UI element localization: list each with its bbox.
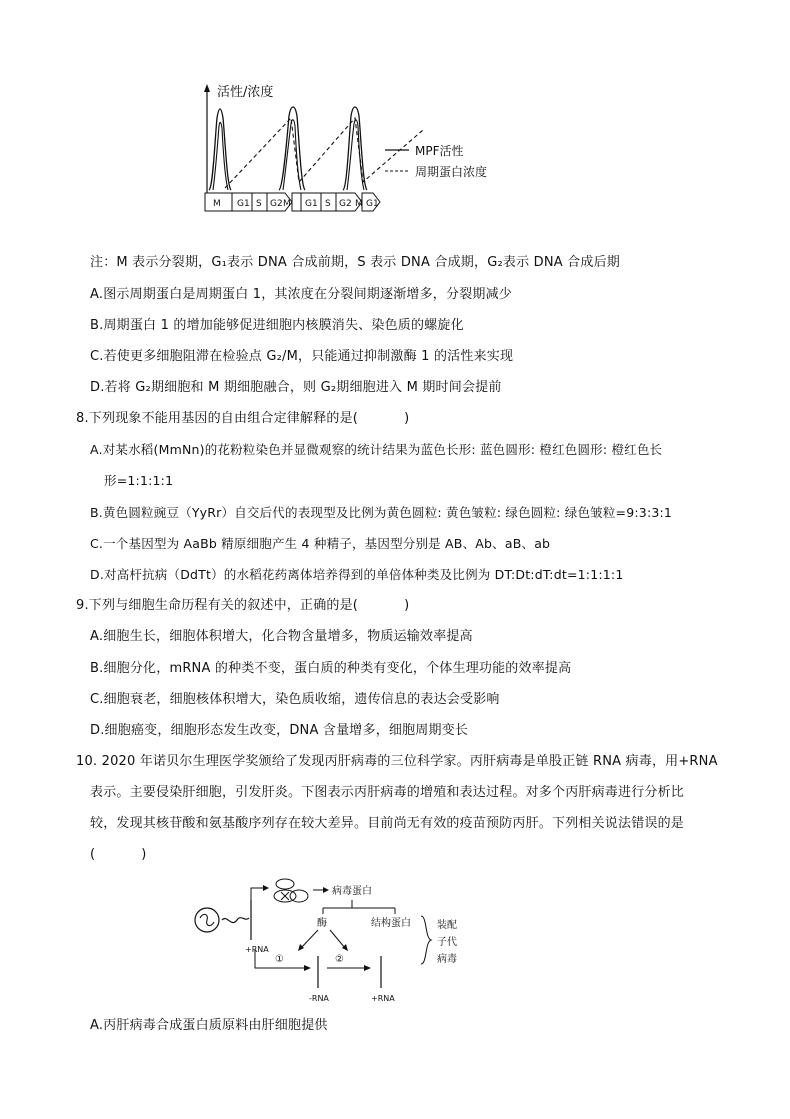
phase-label: S (325, 199, 331, 209)
q9-option-a: A.细胞生长，细胞体积增大，化合物含量增多，物质运输效率提高 (90, 629, 473, 644)
plus-rna-label-2: +RNA (371, 994, 395, 1003)
structural-protein-label: 结构蛋白 (371, 918, 411, 929)
q10-answer-paren: ( ) (90, 847, 147, 862)
q9-stem: 9.下列与细胞生命历程有关的叙述中，正确的是( ) (76, 598, 410, 613)
q8-option-d: D.对高杆抗病（DdTt）的水稻花药离体培养得到的单倍体种类及比例为 DT:Dt:dT:dt=1:1:1:1 (90, 567, 624, 582)
ribosome-icon (274, 879, 308, 902)
phase-label: G2 (339, 199, 352, 209)
step-2-label: ② (335, 954, 344, 965)
plus-rna-label: +RNA (245, 945, 269, 954)
phase-bar (205, 193, 380, 211)
phase-label: M (283, 199, 291, 209)
q7-option-b: B.周期蛋白 1 的增加能够促进细胞内核膜消失、染色质的螺旋化 (90, 318, 464, 333)
q7-option-a: A.图示周期蛋白是周期蛋白 1，其浓度在分裂间期逐渐增多，分裂期减少 (90, 287, 513, 302)
q7-option-c: C.若使更多细胞阻滞在检验点 G₂/M，只能通过抑制激酶 1 的活性来实现 (90, 349, 514, 364)
cyclin-concentration-curve (225, 118, 423, 188)
step-1-label: ① (275, 954, 284, 965)
minus-rna-label: -RNA (309, 994, 329, 1003)
q8-option-a-line1: A.对某水稻(MmNn)的花粉粒染色并显微观察的统计结果为蓝色长形: 蓝色圆形: 橙红色圆形: 橙红色长 (90, 442, 663, 457)
figure-note: 注：M 表示分裂期，G₁表示 DNA 合成前期，S 表示 DNA 合成期，G₂表示 DNA 合成后期 (90, 255, 620, 270)
q10-line1: 10. 2020 年诺贝尔生理医学奖颁给了发现丙肝病毒的三位科学家。丙肝病毒是单股正链 RNA 病毒，用+RNA (76, 754, 718, 769)
cell-cycle-figure (195, 78, 595, 218)
q9-option-d: D.细胞癌变，细胞形态发生改变，DNA 含量增多，细胞周期变长 (90, 723, 469, 738)
enzyme-label: 酶 (317, 918, 327, 929)
phase-label: G1 (305, 199, 318, 209)
phase-label: S (256, 199, 262, 209)
q8-option-b: B.黄色圆粒豌豆（YyRr）自交后代的表现型及比例为黄色圆粒: 黄色皱粒: 绿色圆粒: 绿色皱粒=9:3:3:1 (90, 505, 673, 520)
q10-line2: 表示。主要侵染肝细胞，引发肝炎。下图表示丙肝病毒的增殖和表达过程。对多个丙肝病毒进行分析比 (90, 785, 685, 800)
y-axis-arrow (204, 84, 210, 92)
q8-option-a-line2: 形=1:1:1:1 (104, 473, 174, 488)
phase-label: G2 (270, 199, 283, 209)
y-axis-label: 活性/浓度 (217, 85, 274, 100)
assemble-label-1: 装配 (437, 920, 457, 931)
legend-cyclin-label: 周期蛋白浓度 (415, 165, 488, 179)
legend-mpf-label: MPF活性 (415, 144, 464, 158)
q9-option-c: C.细胞衰老，细胞核体积增大，染色质收缩，遗传信息的表达会受影响 (90, 692, 500, 707)
q10-line3: 较，发现其核苷酸和氨基酸序列存在较大差异。目前尚无有效的疫苗预防丙肝。下列相关说法错误的是 (90, 816, 685, 831)
q7-option-d: D.若将 G₂期细胞和 M 期细胞融合，则 G₂期细胞进入 M 期时间会提前 (90, 380, 502, 395)
phase-label: G1 (237, 199, 250, 209)
phase-label: M (213, 199, 221, 209)
q8-option-c: C.一个基因型为 AaBb 精原细胞产生 4 种精子，基因型分别是 AB、Ab、aB、ab (90, 536, 551, 551)
hcv-replication-figure (185, 878, 475, 1008)
virus-protein-label: 病毒蛋白 (332, 886, 372, 897)
q9-option-b: B.细胞分化，mRNA 的种类不变，蛋白质的种类有变化，个体生理功能的效率提高 (90, 661, 572, 676)
q8-stem: 8.下列现象不能用基因的自由组合定律解释的是( ) (76, 411, 410, 426)
phase-label: M (355, 199, 363, 209)
q10-option-a: A.丙肝病毒合成蛋白质原料由肝细胞提供 (90, 1018, 328, 1033)
phase-label: G1 (366, 199, 379, 209)
assemble-label-3: 病毒 (437, 954, 457, 965)
assemble-label-2: 子代 (437, 937, 457, 948)
